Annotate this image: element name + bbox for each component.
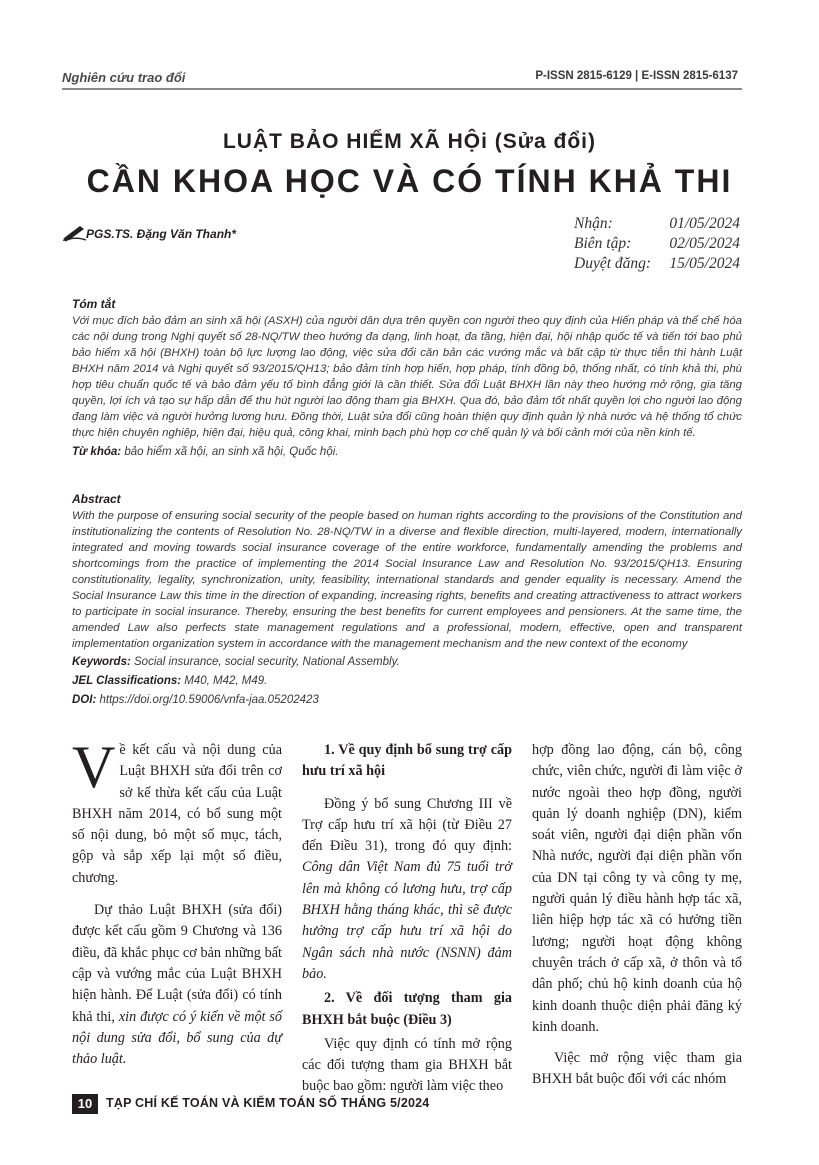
date-received: Nhận: 01/05/2024 [574,215,740,232]
page-footer [72,1094,742,1116]
abstract-vietnamese [72,296,742,462]
doi-link[interactable]: https://doi.org/10.59006/vnfa-jaa.05202423 [99,694,319,706]
article-title-line1: LUẬT BẢO HIỂM XÃ HỘi (Sửa đổi) [222,130,597,153]
abstract-en-text: With the purpose of ensuring social security of the people based on human rights according to the provisions of the Constitution and institutionalizing the contents of Resolution No. 28-NQ/TW in a diverse and flexible direction, multi-layered, modern, internationally integrated and moving towards social insurance coverage of the entire workforce, fundamentally amending the problems and shortcomings from the practice of implementing the 2014 Social Insurance Law and Resolution No. 93/2015/QH13. Ensuring constitutionality, legality, synchronization, unity, feasibility, international standards and gender equality is necessary. Amend the Social Insurance Law this time in the direction of expanding, increasing rights, benefits and creating attractiveness to attract workers to participate in social insurance. Thereby, ensuring the best benefits for current employees and pensioners. At the same time, the amended Law also perfects state management regulations and a professional, modern, effective, open and transparent implementation organization system in accordance with the management mechanism and the new context of the economy [72,510,742,650]
page-number: 10 [72,1094,98,1114]
drop-cap: V [72,734,116,800]
author-name: PGS.TS. Đặng Văn Thanh* [86,227,237,241]
issn-label: P-ISSN 2815-6129 | E-ISSN 2815-6137 [535,70,738,82]
running-header [62,68,742,92]
date-approved: Duyệt đăng: 15/05/2024 [574,255,740,272]
article-title-line2: CẦN KHOA HỌC VÀ CÓ TÍNH KHẢ THI [86,163,733,199]
section-2-paragraph: Việc quy định có tính mở rộng các đối tượng tham gia BHXH bắt buộc bao gồm: người làm việc theo [302,1035,512,1095]
section-heading-1: 1. Về quy định bổ sung trợ cấp hưu trí xã hội [302,742,512,780]
submission-dates [574,214,744,274]
keywords-en: Keywords: Social insurance, social security, National Assembly. [72,656,400,668]
expansion-paragraph: Việc mở rộng việc tham gia BHXH bắt buộc đối với các nhóm [532,1050,742,1088]
body-column-3 [532,740,742,1091]
abstract-vi-heading: Tóm tắt [72,297,116,311]
body-column-2 [302,740,512,1098]
keywords-vi: Từ khóa: bảo hiểm xã hội, an sinh xã hội, Quốc hội. [72,446,339,458]
journal-name: TẠP CHÍ KẾ TOÁN VÀ KIỂM TOÁN SỐ THÁNG 5/2024 [106,1096,430,1110]
intro-paragraph: Về kết cấu và nội dung của Luật BHXH sửa đổi trên cơ sở kế thừa kết cấu của Luật BHXH năm 2014, có bổ sung một số nội dung, bỏ một số mục, tách, gộp và sắp xếp lại một số điều, chương. [72,734,282,886]
doi-line: DOI: https://doi.org/10.59006/vnfa-jaa.05202423 [72,694,319,706]
header-divider [62,88,742,90]
section-1-paragraph: Đồng ý bổ sung Chương III về Trợ cấp hưu trí xã hội (từ Điều 27 đến Điều 31), trong đó quy định: Công dân Việt Nam đủ 75 tuổi trở lên mà không có lương hưu, trợ cấp BHXH hằng tháng khác, thì sẽ được hưởng trợ cấp hưu trí xã hội do Ngân sách nhà nước (NSNN) đảm bảo. [302,795,512,982]
jel-classifications: JEL Classifications: M40, M42, M49. [72,675,268,687]
structure-paragraph: Dự thảo Luật BHXH (sửa đổi) được kết cấu gồm 9 Chương và 136 điều, đã khắc phục cơ bản những bất cập và vướng mắc của Luật BHXH hiện hành. Để Luật (sửa đổi) có tính khả thi, xin được có ý kiến về một số nội dung sửa đổi, bổ sung của dự thảo luật. [72,902,283,1068]
section-heading-2: 2. Về đối tượng tham gia BHXH bắt buộc (Điều 3) [302,990,512,1028]
abstract-vi-text: Với mục đích bảo đảm an sinh xã hội (ASXH) của người dân dựa trên quyền con người theo quy định của Hiến pháp và thể chế hóa các nội dung trong Nghị quyết số 28-NQ/TW theo hướng đa dạng, linh hoạt, đa tầng, hiện đại, hội nhập quốc tế và tiến tới bao phủ bảo hiểm xã hội (BHXH) toàn bộ lực lượng lao động, việc sửa đổi căn bản các vướng mắc và bất cập từ thực tiễn thi hành Luật BHXH năm 2014 và Nghị quyết số 93/2015/QH13; bảo đảm tính hợp hiến, hợp pháp, tính đồng bộ, thống nhất, có tính khả thi, phù hợp tiêu chuẩn quốc tế và bảo đảm yếu tố bình đẳng giới là cần thiết. Sửa đổi Luật BHXH lần này theo hướng mở rộng, gia tăng quyền, lợi ích và tạo sự hấp dẫn để thu hút người lao động tham gia BHXH. Qua đó, bảo đảm tốt nhất quyền lợi cho người lao động đang làm việc và người hưởng lương hưu. Đồng thời, Luật sửa đổi cũng hoàn thiện quy định quản lý nhà nước và hệ thống tổ chức thực hiện chuyên nghiệp, hiện đại, hiệu quả, công khai, minh bạch phù hợp cơ chế quản lý và bối cảnh mới của nền kinh tế. [72,315,742,439]
section-name: Nghiên cứu trao đổi [62,70,186,85]
coverage-paragraph: hợp đồng lao động, cán bộ, công chức, viên chức, người đi làm việc ở nước ngoài theo hợp đồng, người quản lý doanh nghiệp (DN), kiểm soát viên, người đại diện phần vốn Nhà nước, người đại diện phần vốn của DN tại công ty và công ty mẹ, người quản lý điều hành hợp tác xã, liên hiệp hợp tác xã có hưởng tiền lương; người hoạt động không chuyên trách ở cấp xã, ở thôn và tổ dân phố; chủ hộ kinh doanh của hộ kinh doanh thuộc diện phải đăng ký kinh doanh. [532,742,742,1035]
abstract-english [72,491,742,710]
abstract-en-heading: Abstract [72,492,121,506]
pen-icon [62,222,88,242]
body-column-1 [72,734,283,1070]
date-edited: Biên tập: 02/05/2024 [574,235,740,252]
